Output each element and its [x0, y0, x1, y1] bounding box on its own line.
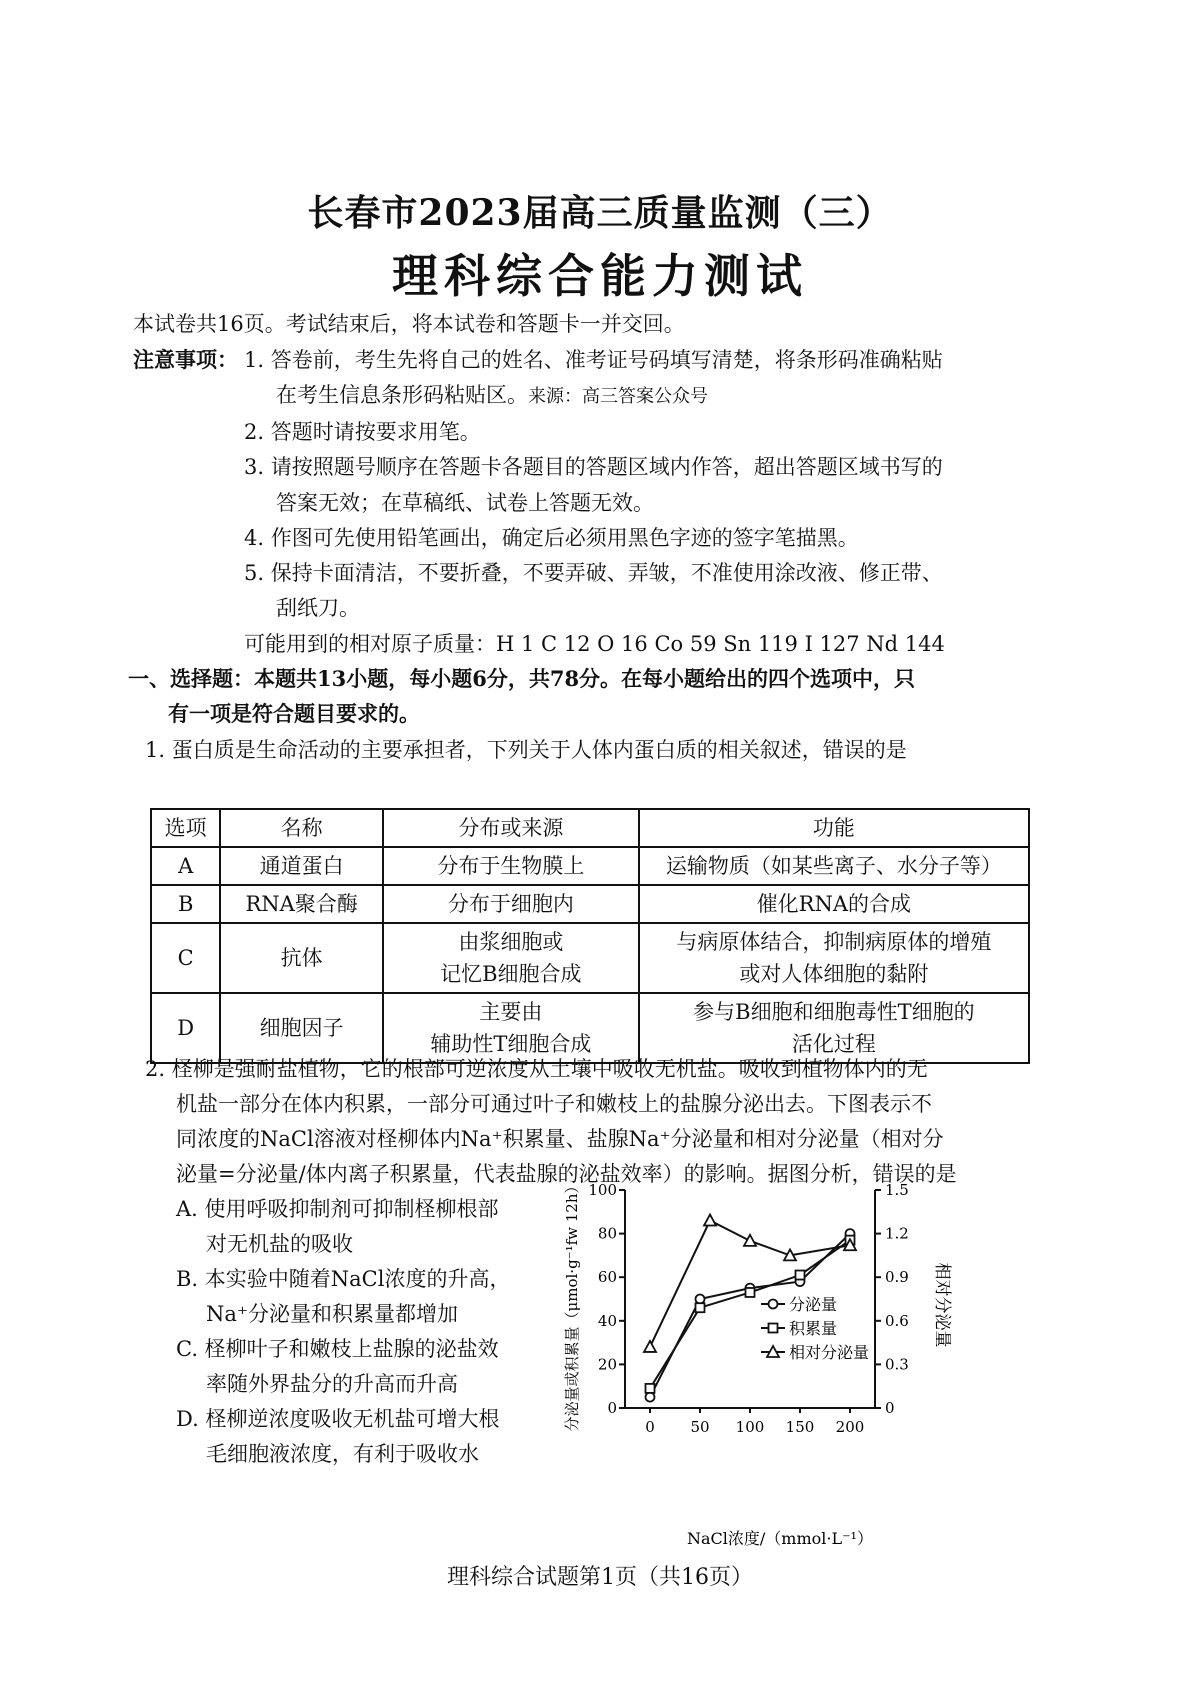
x-tick-label: 200 [835, 1418, 865, 1436]
function-line: 活化过程 [791, 1032, 876, 1056]
q2-option-cont: Na⁺分泌量和积累量都增加 [206, 1302, 458, 1326]
x-tick-label: 100 [735, 1418, 765, 1436]
data-point-square [746, 1288, 755, 1297]
q2-stem-line: 机盐一部分在体内积累，一部分可通过叶子和嫩枝上的盐腺分泌出去。下图表示不 [176, 1092, 932, 1116]
option-cell: A [151, 847, 220, 885]
source-line: 主要由 [479, 1000, 543, 1024]
y-right-tick-label: 1.2 [885, 1224, 909, 1243]
y-left-tick-label: 0 [607, 1399, 617, 1417]
chart-ticks [588, 1181, 909, 1436]
exam-subtitle: 理科综合能力测试 [392, 249, 808, 303]
name-cell: 通道蛋白 [220, 847, 383, 885]
function-cell [639, 923, 1029, 993]
notes-heading: 注意事项： [133, 347, 238, 372]
function-cell: 催化RNA的合成 [639, 885, 1029, 923]
q2-option: B. 本实验中随着NaCl浓度的升高， [176, 1267, 511, 1291]
q1-table [150, 808, 1030, 1064]
y-right-tick-label: 0.9 [885, 1268, 909, 1287]
data-point-triangle [744, 1235, 756, 1246]
table-header-cell: 名称 [220, 809, 383, 847]
note-item: 1. 答卷前，考生先将自己的姓名、准考证号码填写清楚，将条形码准确粘贴 [244, 348, 943, 372]
function-line: 或对人体细胞的黏附 [739, 962, 929, 986]
y-right-tick-label: 0.6 [885, 1311, 909, 1330]
q2-stem-line: 2. 柽柳是强耐盐植物，它的根部可逆浓度从土壤中吸收无机盐。吸收到植物体内的无 [145, 1057, 928, 1081]
nacl-chart [563, 1178, 1025, 1550]
x-tick-label: 0 [645, 1418, 655, 1436]
section-heading: 一、选择题：本题共13小题，每小题6分，共78分。在每小题给出的四个选项中，只 [128, 666, 916, 691]
chart-legend [761, 1295, 869, 1362]
y-left-tick-label: 80 [597, 1224, 617, 1243]
note-item: 4. 作图可先使用铅笔画出，确定后必须用黑色字迹的签字笔描黑。 [244, 526, 859, 550]
name-cell: 抗体 [220, 923, 383, 993]
q2-option-cont: 对无机盐的吸收 [206, 1232, 353, 1256]
legend-label: 相对分泌量 [789, 1343, 870, 1362]
atomic-masses: 可能用到的相对原子质量：H 1 C 12 O 16 Co 59 Sn 119 I 127 Nd 144 [244, 632, 945, 656]
chart-axes [625, 1190, 875, 1408]
note-item: 3. 请按照题号顺序在答题卡各题目的答题区域内作答，超出答题区域书写的 [244, 455, 943, 479]
q2-option: D. 柽柳逆浓度吸收无机盐可增大根 [176, 1407, 500, 1431]
y-right-tick-label: 0.3 [885, 1355, 909, 1374]
source-line: 辅助性T细胞合成 [430, 1032, 592, 1056]
note-item: 2. 答题时请按要求用笔。 [244, 420, 481, 444]
note-item: 5. 保持卡面清洁，不要折叠，不要弄破、弄皱，不准使用涂改液、修正带、 [244, 561, 943, 585]
note-item: 刮纸刀。 [276, 596, 360, 620]
option-cell: C [151, 923, 220, 993]
table-header-cell: 分布或来源 [383, 809, 639, 847]
data-point-square [646, 1384, 655, 1393]
y-right-tick-label: 0 [885, 1399, 895, 1417]
note-item-cont [276, 381, 708, 411]
q2-stem-line: 泌量=分泌量/体内离子积累量，代表盐腺的泌盐效率）的影响。据图分析，错误的是 [176, 1162, 957, 1186]
q2-option-cont: 毛细胞液浓度，有利于吸收水 [206, 1442, 479, 1466]
function-line: 参与B细胞和细胞毒性T细胞的 [693, 1000, 975, 1024]
note-item: 在考生信息条形码粘贴区。 [276, 383, 528, 407]
source-note: 来源：高三答案公众号 [528, 386, 708, 407]
x-axis-label: NaCl浓度/（mmol·L⁻¹） [687, 1529, 873, 1548]
table-row [151, 923, 1029, 993]
table-header-cell: 选项 [151, 809, 220, 847]
data-point-circle [646, 1393, 655, 1402]
option-cell: D [151, 993, 220, 1063]
function-cell [639, 993, 1029, 1063]
legend-label: 分泌量 [789, 1295, 838, 1314]
y-left-tick-label: 100 [588, 1181, 617, 1199]
intro-text: 本试卷共16页。考试结束后，将本试卷和答题卡一并交回。 [133, 312, 685, 336]
source-cell: 分布于细胞内 [383, 885, 639, 923]
series-line-circle [650, 1234, 850, 1398]
table-row [151, 847, 1029, 885]
option-cell: B [151, 885, 220, 923]
source-cell: 分布于生物膜上 [383, 847, 639, 885]
q2-option: A. 使用呼吸抑制剂可抑制柽柳根部 [176, 1197, 499, 1221]
y-right-tick-label: 1.5 [885, 1181, 909, 1199]
source-cell [383, 993, 639, 1063]
table-header-row [151, 809, 1029, 847]
table-row [151, 993, 1029, 1063]
y-left-tick-label: 40 [597, 1311, 617, 1330]
q2-stem-line: 同浓度的NaCl溶液对柽柳体内Na⁺积累量、盐腺Na⁺分泌量和相对分泌量（相对分 [176, 1127, 944, 1151]
data-point-triangle [704, 1215, 716, 1226]
note-item: 答案无效；在草稿纸、试卷上答题无效。 [276, 491, 654, 515]
source-line: 由浆细胞或 [458, 930, 564, 954]
data-point-triangle [644, 1341, 656, 1352]
y-axis-left-label: 分泌量或积累量（μmol·g⁻¹fw 12h） [563, 1178, 581, 1432]
source-cell [383, 923, 639, 993]
data-point-square [696, 1303, 705, 1312]
legend-marker-square [769, 1324, 778, 1333]
function-cell: 运输物质（如某些离子、水分子等） [639, 847, 1029, 885]
data-point-square [796, 1271, 805, 1280]
table-row [151, 885, 1029, 923]
source-line: 记忆B细胞合成 [440, 962, 582, 986]
data-point-circle [696, 1295, 705, 1304]
q2-option: C. 柽柳叶子和嫩枝上盐腺的泌盐效 [176, 1337, 499, 1361]
q1-stem: 1. 蛋白质是生命活动的主要承担者，下列关于人体内蛋白质的相关叙述，错误的是 [145, 738, 907, 762]
function-line: 与病原体结合，抑制病原体的增殖 [676, 930, 992, 954]
y-axis-right-label: 相对分泌量 [932, 1262, 952, 1348]
exam-title: 长春市2023届高三质量监测（三） [307, 192, 893, 234]
name-cell: RNA聚合酶 [220, 885, 383, 923]
x-tick-label: 150 [785, 1418, 815, 1436]
legend-label: 积累量 [789, 1319, 838, 1338]
y-left-tick-label: 20 [597, 1355, 617, 1374]
q2-option-cont: 率随外界盐分的升高而升高 [206, 1372, 458, 1396]
y-left-tick-label: 60 [597, 1268, 617, 1287]
page-footer: 理科综合试题第1页（共16页） [447, 1565, 753, 1590]
table-header-cell: 功能 [639, 809, 1029, 847]
x-tick-label: 50 [690, 1418, 710, 1436]
name-cell: 细胞因子 [220, 993, 383, 1063]
legend-marker-circle [769, 1300, 778, 1309]
section-heading-cont: 有一项是符合题目要求的。 [168, 701, 420, 726]
